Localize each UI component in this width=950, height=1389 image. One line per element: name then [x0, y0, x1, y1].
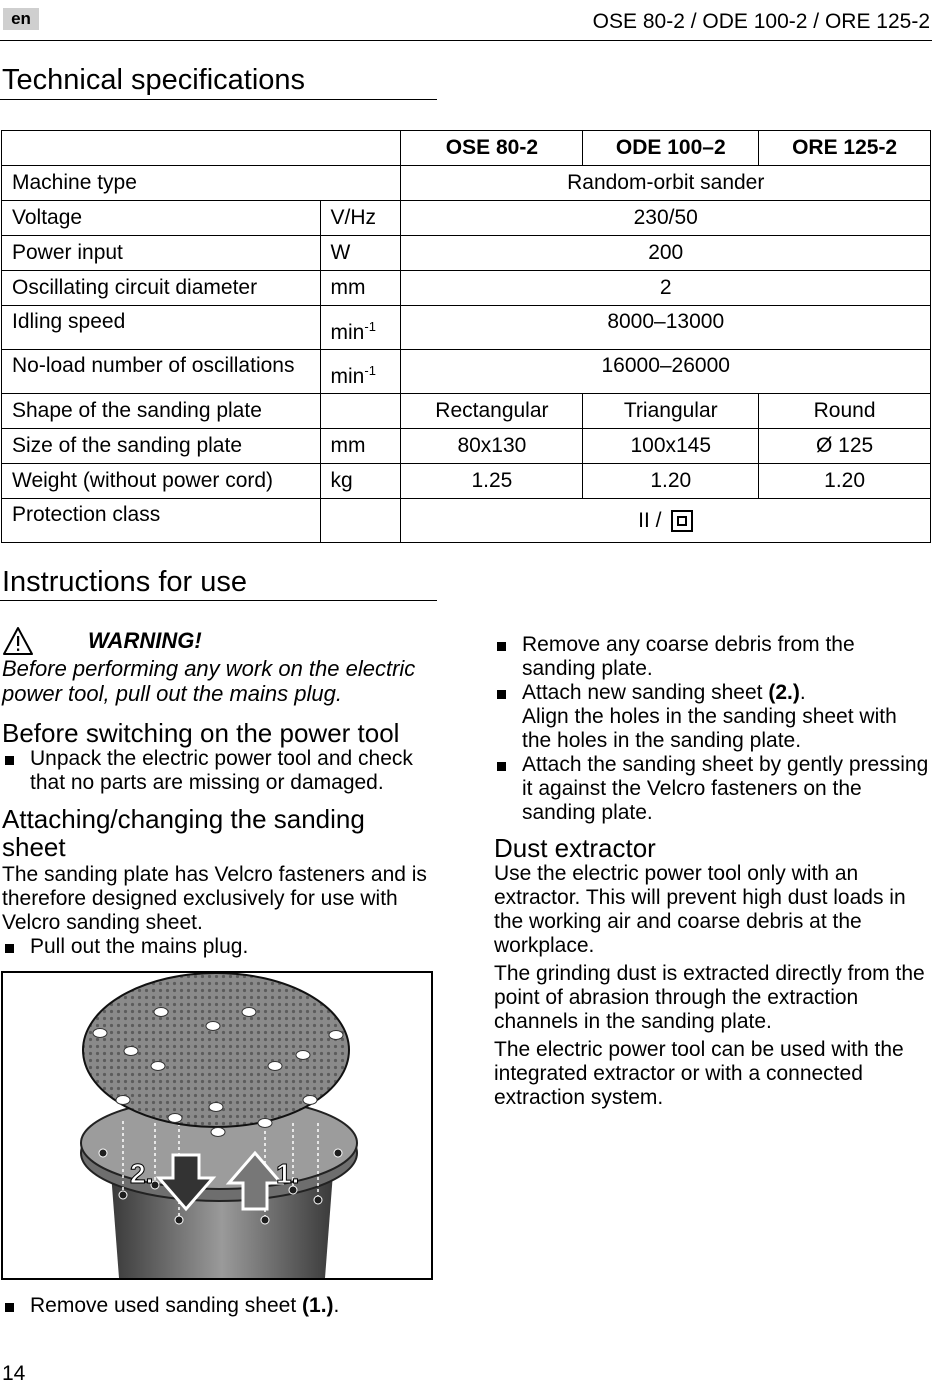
header-divider [0, 40, 932, 41]
dust-paragraph: Use the electric power tool only with an extractor. This will prevent high dust loads in the working air and coarse debris at the workplace. [494, 862, 906, 957]
warning-triangle-icon [2, 626, 34, 656]
list-item: Unpack the electric power tool and check that no parts are missing or damaged. [2, 747, 434, 795]
attach-text: The sanding plate has Velcro fasteners and is therefore designed exclusively for use with Velcro sanding sheet. [2, 863, 427, 934]
instructions-title: Instructions for use [2, 566, 247, 598]
table-row [2, 306, 931, 350]
warning-title: WARNING! [88, 628, 202, 653]
step-2-label: 2. [130, 1158, 154, 1189]
table-row [2, 236, 931, 271]
row-label: Power input [2, 236, 321, 271]
column-header: ODE 100–2 [583, 131, 759, 166]
dust-paragraph: The grinding dust is extracted directly from the point of abrasion through the extraction channels in the sanding plate. [494, 962, 925, 1033]
table-row [2, 131, 931, 166]
sander-drawing [3, 973, 431, 1278]
row-value: 230/50 [401, 201, 931, 236]
sanding-sheet-illustration [1, 971, 433, 1280]
specs-title: Technical specifications [2, 64, 306, 96]
remove-step [2, 1294, 434, 1318]
row-value: 2 [401, 271, 931, 306]
table-row [2, 350, 931, 394]
before-heading: Before switching on the power tool [2, 718, 400, 748]
dust-heading: Dust extractor [494, 833, 656, 863]
table-row [2, 201, 931, 236]
table-row [2, 394, 931, 429]
attach-heading: Attaching/changing the sanding sheet [2, 804, 365, 862]
protection-class-ii-icon [671, 510, 693, 532]
row-unit: W [320, 236, 401, 271]
table-row [2, 499, 931, 543]
row-value: 100x145 [583, 429, 759, 464]
list-item: Attach new sanding sheet (2.). Align the holes in the sanding sheet with the holes in the sanding plate. [494, 681, 930, 753]
warning-text: Before performing any work on the electric power tool, pull out the mains plug. [2, 656, 416, 706]
table-row [2, 271, 931, 306]
model-header: OSE 80-2 / ODE 100-2 / ORE 125-2 [592, 10, 930, 33]
row-value: 200 [401, 236, 931, 271]
row-unit: $\min^{-1}$ [320, 350, 401, 394]
column-header: OSE 80-2 [401, 131, 583, 166]
language-badge: en [3, 8, 39, 30]
row-unit: V/Hz [320, 201, 401, 236]
row-value: Rectangular [401, 394, 583, 429]
table-row [2, 464, 931, 499]
row-unit: mm [320, 429, 401, 464]
specs-title-underline [0, 99, 437, 100]
list-item: Remove any coarse debris from the sanding plate. [494, 633, 930, 681]
step-1-label: 1. [276, 1158, 300, 1189]
row-label: No-load number of oscillations [2, 350, 321, 394]
table-row [2, 166, 931, 201]
row-value: 16000–26000 [401, 350, 931, 394]
row-label: Shape of the sanding plate [2, 394, 321, 429]
list-item: Pull out the mains plug. [2, 935, 434, 959]
row-label: Voltage [2, 201, 321, 236]
right-column [494, 633, 930, 1110]
row-value: Ø 125 [759, 429, 931, 464]
page-number: 14 [2, 1362, 26, 1385]
row-value: 1.25 [401, 464, 583, 499]
row-label: Oscillating circuit diameter [2, 271, 321, 306]
row-value: 1.20 [759, 464, 931, 499]
row-label: Protection class [2, 499, 321, 543]
row-value: II / [401, 499, 931, 543]
row-label: Idling speed [2, 306, 321, 350]
row-value: 1.20 [583, 464, 759, 499]
row-label: Weight (without power cord) [2, 464, 321, 499]
table-row [2, 429, 931, 464]
list-item: Remove used sanding sheet (1.). [2, 1294, 434, 1318]
row-value: 8000–13000 [401, 306, 931, 350]
row-unit: $\min^{-1}$ [320, 306, 401, 350]
row-value: Triangular [583, 394, 759, 429]
row-unit: mm [320, 271, 401, 306]
row-unit [320, 499, 401, 543]
row-value: Random-orbit sander [401, 166, 931, 201]
row-label: Size of the sanding plate [2, 429, 321, 464]
row-label: Machine type [2, 166, 401, 201]
left-column [2, 626, 434, 959]
list-item: Attach the sanding sheet by gently pressing it against the Velcro fasteners on the sanding plate. [494, 753, 930, 825]
instructions-title-underline [0, 600, 437, 601]
row-value: Round [759, 394, 931, 429]
row-value: 80x130 [401, 429, 583, 464]
warning-header [2, 626, 434, 656]
dust-paragraph: The electric power tool can be used with the integrated extractor or with a connected extraction system. [494, 1038, 904, 1109]
specs-table [1, 130, 931, 543]
row-unit: kg [320, 464, 401, 499]
column-header: ORE 125-2 [759, 131, 931, 166]
row-unit [320, 394, 401, 429]
